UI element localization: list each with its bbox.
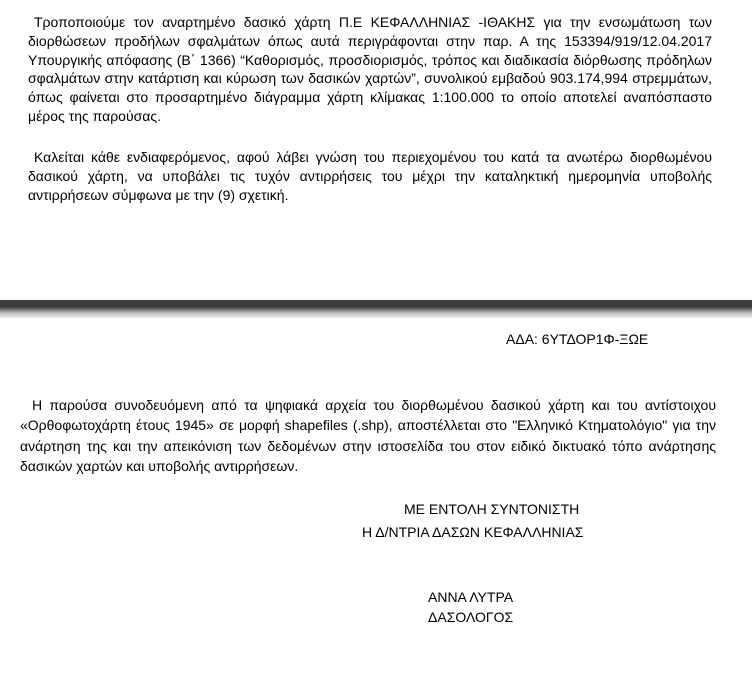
signature-director-line: Η Δ/ΝΤΡΙΑ ΔΑΣΩΝ ΚΕΦΑΛΛΗΝΙΑΣ	[362, 524, 584, 540]
paragraph-amendment: Τροποποιούμε τον αναρτημένο δασικό χάρτη Π.Ε ΚΕΦΑΛΛΗΝΙΑΣ -ΙΘΑΚΗΣ για την ενσωμάτωση των διορθώσεων προδήλων σφαλμάτων όπως αυτά περιγράφονται στην παρ. Α της 153394/919/12.04.2017 Υπουργικής απόφασης (Β΄ 1366) “Καθορισμός, προσδιορισμός, τρόπος και διαδικασία διόρθωσης πρόδηλων σφαλμάτων στην κατάρτιση και κύρωση των δασικών χαρτών”, συνολικού εμβαδού 903.174,994 στρεμμάτων, όπως φαίνεται στο προσαρτημένο διάγραμμα χάρτη κλίμακας 1:100.000 το οποίο αποτελεί αναπόσπαστο μέρος της παρούσας.	[28, 14, 712, 124]
signature-title: ΔΑΣΟΛΟΓΟΣ	[428, 609, 514, 625]
page-break-divider	[0, 300, 752, 318]
ada-code: ΑΔΑ: 6ΥΤΔΟΡ1Φ-ΞΩΕ	[506, 331, 649, 347]
signature-name: ΑΝΝΑ ΛΥΤΡΑ	[428, 589, 514, 605]
paragraph-objections-call: Καλείται κάθε ενδιαφερόμενος, αφού λάβει γνώση του περιεχομένου του κατά τα ανωτέρω διορθωμένου δασικού χάρτη, να υποβάλει τις τυχόν αντιρρήσεις του μέχρι την καταληκτική ημερομηνία υποβολής αντιρρήσεων σύμφωνα με την (9) σχετική.	[28, 149, 712, 203]
signature-order-line: ΜΕ ΕΝΤΟΛΗ ΣΥΝΤΟΝΙΣΤΗ	[404, 501, 580, 517]
document-page-top	[0, 0, 752, 300]
paragraph-transmission: Η παρούσα συνοδευόμενη από τα ψηφιακά αρχεία του διορθωμένου δασικού χάρτη και του αντίστοιχου «Ορθοφωτοχάρτη έτους 1945» σε μορφή shapefiles (.shp), αποστέλλεται στο "Ελληνικό Κτηματολόγιο" για την ανάρτηση της και την απεικόνιση των δεδομένων στην ιστοσελίδα του στον ειδικό δικτυακό τόπο ανάρτησης δασικών χαρτών και υποβολής αντιρρήσεων.	[20, 397, 716, 475]
document-page-bottom	[0, 318, 752, 682]
